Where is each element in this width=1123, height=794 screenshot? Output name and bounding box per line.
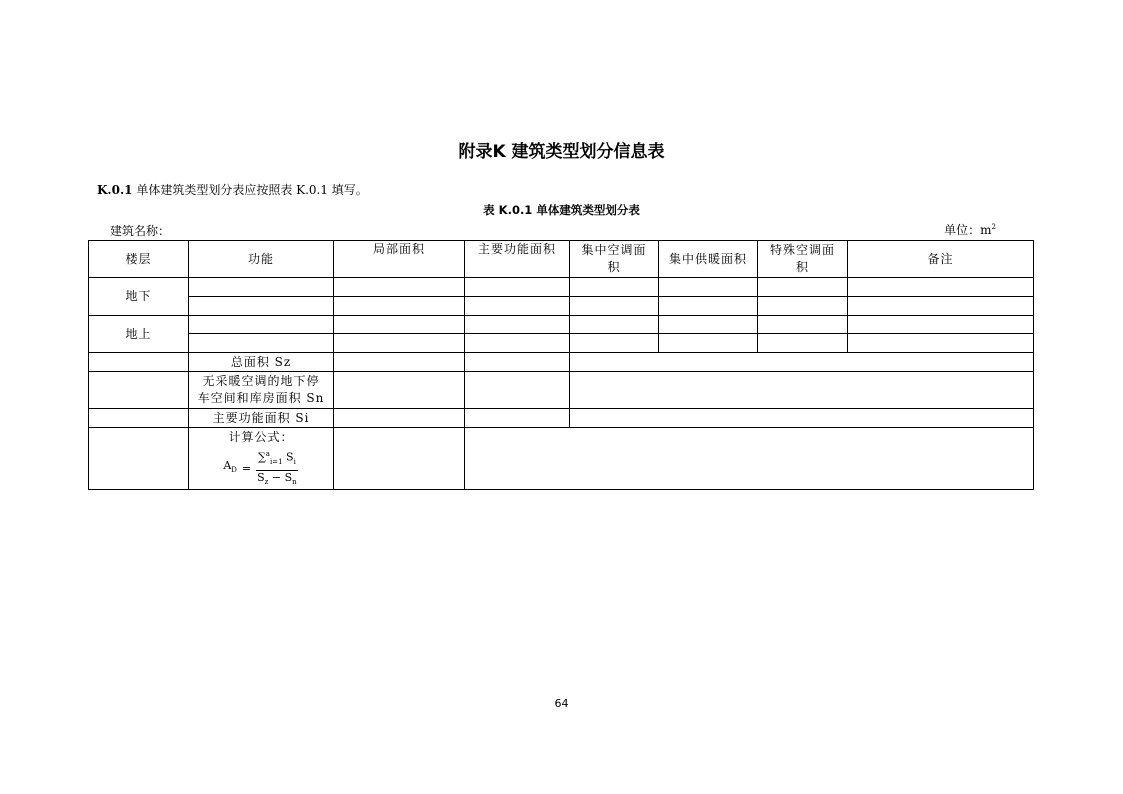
header-special-ac-area: [758, 241, 848, 278]
header-remarks: 备注: [848, 241, 1034, 278]
table-cell: [570, 372, 1034, 409]
table-cell: [848, 316, 1034, 334]
formula-den-var1: S: [257, 470, 265, 484]
table-caption: 表 K.0.1 单体建筑类型划分表: [483, 203, 640, 217]
table-cell: [659, 278, 758, 297]
table-cell: [334, 409, 465, 428]
row-label-no-hvac-area: [189, 372, 334, 409]
table-cell: [334, 297, 465, 316]
table-cell: [334, 372, 465, 409]
table-cell: [465, 372, 570, 409]
table-row: [89, 297, 1034, 316]
header-main-function-area: 主要功能面积: [465, 241, 570, 278]
unit-label: [944, 221, 996, 238]
formula-sum-upper: a: [265, 450, 270, 458]
table-cell: [465, 334, 570, 353]
formula-expression: [223, 447, 298, 489]
table-cell: [89, 428, 189, 490]
table-header-row: [89, 241, 1034, 278]
row-label-main-area: 主要功能面积 Si: [189, 409, 334, 428]
table-cell: [659, 297, 758, 316]
table-cell: [570, 353, 1034, 372]
page-number: 64: [554, 697, 569, 710]
formula-den-var2: S: [284, 470, 293, 484]
row-label-aboveground: 地上: [89, 316, 189, 353]
row-label-underground: 地下: [89, 278, 189, 316]
clause-text: [97, 181, 368, 198]
table-cell: [659, 334, 758, 353]
clause-body: 单体建筑类型划分表应按照表 K.0.1 填写。: [136, 183, 368, 197]
formula-sum-lower: i=1: [269, 457, 283, 466]
table-cell: [334, 353, 465, 372]
formula-equals: =: [241, 461, 252, 475]
unit-superscript: 2: [991, 223, 996, 231]
table-cell: [758, 297, 848, 316]
formula-sum-symbol: ∑: [257, 450, 266, 464]
table-cell: [189, 334, 334, 353]
no-hvac-line2: 车空间和库房面积 Sn: [197, 391, 325, 405]
table-row-no-hvac: [89, 372, 1034, 409]
formula-den-sub2: n: [292, 478, 297, 487]
header-special-ac-line2: 积: [795, 260, 809, 274]
table-cell: [659, 316, 758, 334]
table-row: [89, 316, 1034, 334]
table-cell: [465, 428, 1034, 490]
formula-lhs-sub: D: [231, 466, 237, 475]
formula-den-op: −: [271, 470, 282, 484]
header-central-ac-area: [570, 241, 659, 278]
formula-fraction: [255, 447, 299, 489]
table-cell: [758, 334, 848, 353]
table-cell: [89, 372, 189, 409]
table-cell: [189, 316, 334, 334]
header-floor: 楼层: [89, 241, 189, 278]
header-central-ac-line2: 积: [607, 260, 621, 274]
table-row-total-area: [89, 353, 1034, 372]
formula-denominator: [255, 471, 299, 489]
header-central-ac-line1: 集中空调面: [581, 243, 647, 257]
table-cell: [334, 278, 465, 297]
table-cell: [334, 428, 465, 490]
table-row: [89, 278, 1034, 297]
unit-text: 单位：m: [944, 223, 992, 237]
table-cell: [334, 316, 465, 334]
header-central-heating-area: 集中供暖面积: [659, 241, 758, 278]
table-cell: [465, 353, 570, 372]
formula-cell: [189, 428, 334, 490]
table-cell: [89, 353, 189, 372]
row-label-total-area: 总面积 Sz: [189, 353, 334, 372]
table-cell: [570, 316, 659, 334]
table-cell: [189, 278, 334, 297]
table-cell: [848, 297, 1034, 316]
header-special-ac-line1: 特殊空调面: [769, 243, 835, 257]
table-cell: [465, 297, 570, 316]
table-row: [89, 334, 1034, 353]
header-function: 功能: [189, 241, 334, 278]
formula-lhs-var: A: [223, 458, 232, 472]
formula-label: 计算公式：: [228, 430, 294, 444]
table-cell: [570, 278, 659, 297]
appendix-title: 附录K 建筑类型划分信息表: [458, 142, 665, 162]
table-cell: [89, 409, 189, 428]
table-cell: [570, 334, 659, 353]
no-hvac-line1: 无采暖空调的地下停: [202, 374, 320, 388]
table-row-main-area: [89, 409, 1034, 428]
table-cell: [465, 278, 570, 297]
building-type-table: [88, 240, 1034, 490]
table-cell: [465, 409, 570, 428]
clause-number: K.0.1: [97, 183, 133, 197]
table-cell: [848, 334, 1034, 353]
formula-num-sub: i: [293, 457, 296, 466]
formula-num-var: S: [286, 450, 294, 464]
table-cell: [758, 278, 848, 297]
header-local-area: 局部面积: [334, 241, 465, 278]
table-cell: [189, 297, 334, 316]
table-cell: [334, 334, 465, 353]
table-cell: [570, 409, 1034, 428]
table-cell: [848, 278, 1034, 297]
building-name-label: 建筑名称：: [110, 224, 171, 238]
table-cell: [465, 316, 570, 334]
table-row-formula: [89, 428, 1034, 490]
table-cell: [758, 316, 848, 334]
formula-numerator: [256, 447, 298, 471]
table-cell: [570, 297, 659, 316]
formula-den-sub1: z: [264, 478, 269, 487]
formula-lhs: [223, 457, 237, 479]
